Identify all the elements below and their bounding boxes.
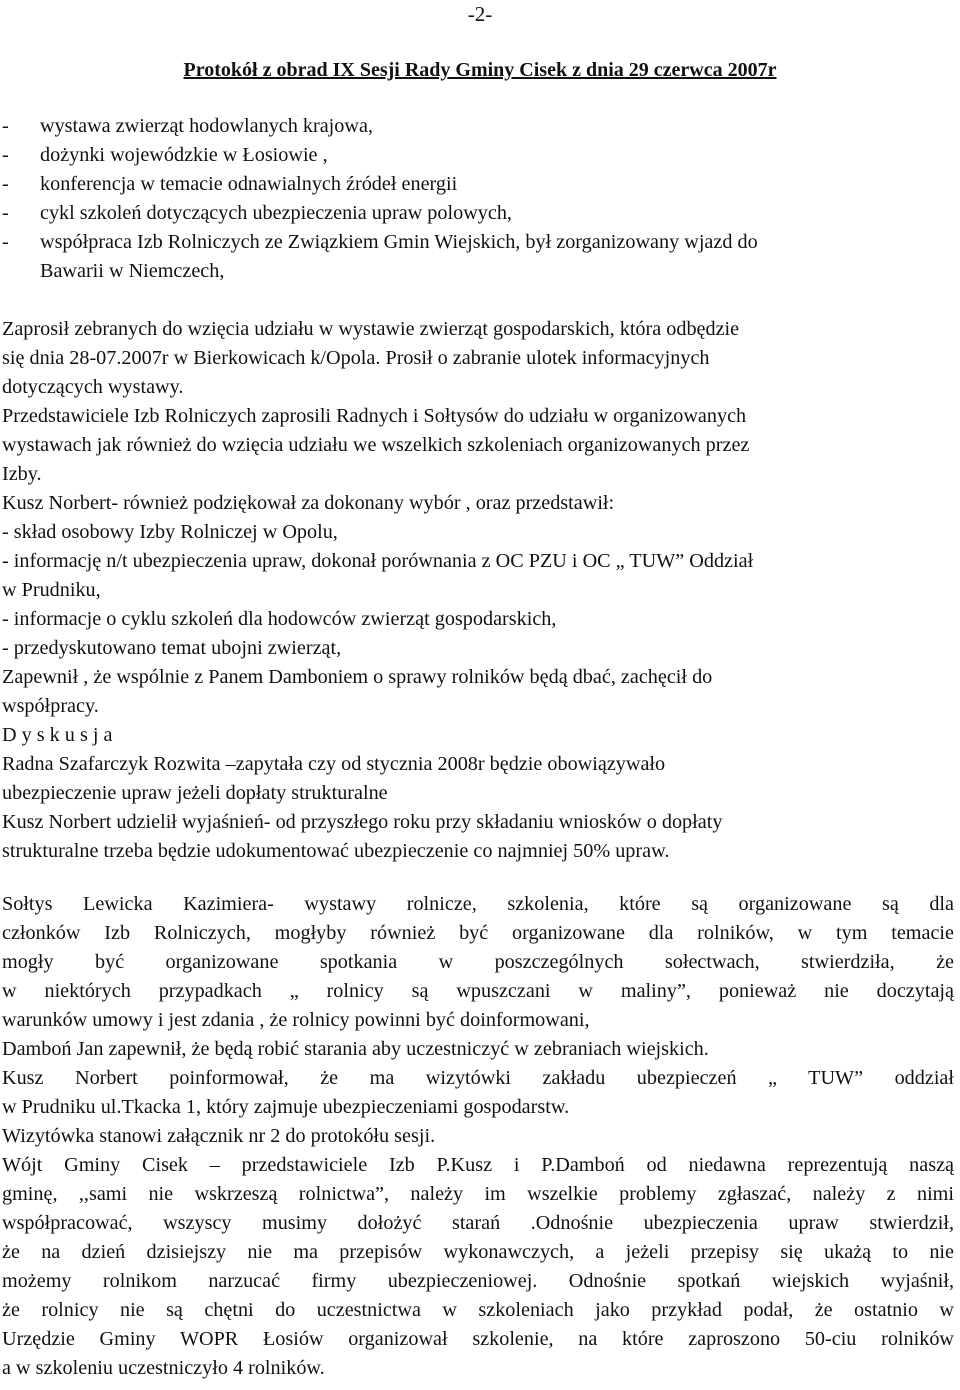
text-line: dotyczących wystawy. [2,376,184,398]
paragraph-izby [2,315,954,721]
text-line: Izby. [2,463,42,485]
list-item-text: dożynki wojewódzkie w Łosiowie , [40,144,328,166]
text-line: że rolnicy nie są chętni do uczestnictwa w szkoleniach jako przykład podał, że ostatnio w [2,1299,954,1321]
list-item-text: cykl szkoleń dotyczących ubezpieczenia upraw polowych, [40,202,512,224]
paragraph-gap [2,286,954,315]
text-line: Kusz Norbert poinformował, że ma wizytówki zakładu ubezpieczeń „ TUW” oddział [2,1067,954,1089]
paragraph-gap [2,866,954,890]
list-item [2,199,954,228]
paragraph-dyskusja [2,750,954,866]
text-line: strukturalne trzeba będzie udokumentować ubezpieczenie co najmniej 50% upraw. [2,840,670,862]
list-item-continuation: Bawarii w Niemczech, [40,260,225,282]
page-number: -2- [467,2,493,26]
list-dash: - [2,231,9,253]
text-line: Przedstawiciele Izb Rolniczych zaprosili Radnych i Sołtysów do udziału w organizowanych [2,405,747,427]
list-item [2,170,954,199]
list-item [2,141,954,170]
text-line: się dnia 28-07.2007r w Bierkowicach k/Opola. Prosił o zabranie ulotek informacyjnych [2,347,710,369]
list-item [2,112,954,141]
bullet-list [2,112,954,286]
list-item-text: wystawa zwierząt hodowlanych krajowa, [40,115,373,137]
text-line: - przedyskutowano temat ubojni zwierząt, [2,637,342,659]
text-line: gminę, ,,sami nie wskrzeszą rolnictwa”, należy im wszelkie problemy zgłaszać, należy z nimi [2,1183,954,1205]
text-line: a w szkoleniu uczestniczyło 4 rolników. [2,1357,325,1379]
text-line: w Prudniku ul.Tkacka 1, który zajmuje ubezpieczeniami gospodarstw. [2,1096,570,1118]
text-line: możemy rolnikom narzucać firmy ubezpieczeniowej. Odnośnie spotkań wiejskich wyjaśnił, [2,1270,954,1292]
text-line: wystawach jak również do wzięcia udziału we wszelkich szkoleniach organizowanych przez [2,434,750,456]
text-line: ubezpieczenie upraw jeżeli dopłaty strukturalne [2,782,388,804]
text-line: Urzędzie Gminy WOPR Łosiów organizował szkolenie, na które zaproszono 50-ciu rolników [2,1328,954,1350]
text-line: Wizytówka stanowi załącznik nr 2 do protokółu sesji. [2,1125,436,1147]
document-title: Protokół z obrad IX Sesji Rady Gminy Cisek z dnia 29 czerwca 2007r [183,59,777,81]
list-dash: - [2,144,9,166]
text-line: współpracy. [2,695,99,717]
paragraph-soltys [2,890,954,1383]
text-line: w Prudniku, [2,579,101,601]
list-item [2,228,954,257]
text-line: - informację n/t ubezpieczenia upraw, dokonał porównania z OC PZU i OC „ TUW” Oddział [2,550,754,572]
list-dash: - [2,115,9,137]
list-dash: - [2,173,9,195]
text-line: w niektórych przypadkach „ rolnicy są wpuszczani w maliny”, ponieważ nie doczytają [2,980,954,1002]
text-line: Radna Szafarczyk Rozwita –zapytała czy od stycznia 2008r będzie obowiązywało [2,753,666,775]
text-line: współpracować, wszyscy musimy dołożyć starań .Odnośnie ubezpieczenia upraw stwierdził, [2,1212,954,1234]
text-line: Wójt Gminy Cisek – przedstawiciele Izb P.Kusz i P.Damboń od niedawna reprezentują naszą [2,1154,954,1176]
text-line: Damboń Jan zapewnił, że będą robić starania aby uczestniczyć w zebraniach wiejskich. [2,1038,709,1060]
list-item-text: współpraca Izb Rolniczych ze Związkiem Gmin Wiejskich, był zorganizowany wjazd do [40,231,758,253]
text-line: członków Izb Rolniczych, mogłyby również być organizowane dla rolników, w tym temacie [2,922,954,944]
text-line: Zapewnił , że wspólnie z Panem Damboniem o sprawy rolników będą dbać, zachęcił do [2,666,713,688]
text-line: warunków umowy i jest zdania , że rolnicy powinni być doinformowani, [2,1009,590,1031]
text-line: Kusz Norbert- również podziękował za dokonany wybór , oraz przedstawił: [2,492,615,514]
text-line: - informacje o cyklu szkoleń dla hodowców zwierząt gospodarskich, [2,608,557,630]
text-line: Kusz Norbert udzielił wyjaśnień- od przyszłego roku przy składaniu wniosków o dopłaty [2,811,723,833]
text-line: Zaprosił zebranych do wzięcia udziału w wystawie zwierząt gospodarskich, która odbędzie [2,318,740,340]
list-dash: - [2,202,9,224]
text-line: że na dzień dzisiejszy nie ma przepisów wykonawczych, a jeżeli przepisy się ukażą to nie [2,1241,954,1263]
document-body [2,112,954,1383]
text-line: mogły być organizowane spotkania w poszczególnych sołectwach, stwierdziła, że [2,951,954,973]
text-line: Sołtys Lewicka Kazimiera- wystawy rolnicze, szkolenia, które są organizowane są dla [2,893,954,915]
section-heading-dyskusja: D y s k u s j a [2,724,113,746]
text-line: - skład osobowy Izby Rolniczej w Opolu, [2,521,338,543]
list-item-text: konferencja w temacie odnawialnych źródeł energii [40,173,458,195]
